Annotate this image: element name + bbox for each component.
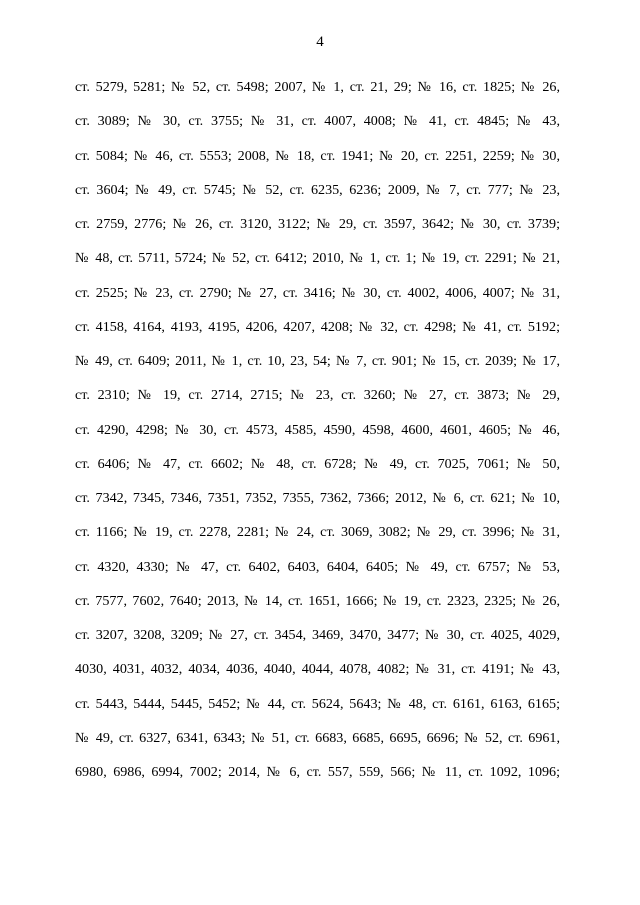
text-line: № 49, ст. 6327, 6341, 6343; № 51, ст. 6683, 6685, 6695, 6696; № 52, ст. 6961, <box>75 729 560 746</box>
text-line: ст. 2525; № 23, ст. 2790; № 27, ст. 3416; № 30, ст. 4002, 4006, 4007; № 31, <box>75 284 560 301</box>
text-line: 6980, 6986, 6994, 7002; 2014, № 6, ст. 557, 559, 566; № 11, ст. 1092, 1096; <box>75 764 560 780</box>
text-line: ст. 3089; № 30, ст. 3755; № 31, ст. 4007, 4008; № 41, ст. 4845; № 43, <box>75 113 560 130</box>
text-line: ст. 3604; № 49, ст. 5745; № 52, ст. 6235, 6236; 2009, № 7, ст. 777; № 23, <box>75 181 560 198</box>
text-line: ст. 7342, 7345, 7346, 7351, 7352, 7355, 7362, 7366; 2012, № 6, ст. 621; № 10, <box>75 490 560 506</box>
page-number: 4 <box>316 34 324 50</box>
text-line: ст. 4290, 4298; № 30, ст. 4573, 4585, 4590, 4598, 4600, 4601, 4605; № 46, <box>75 421 560 438</box>
text-line: ст. 5279, 5281; № 52, ст. 5498; 2007, № 1, ст. 21, 29; № 16, ст. 1825; № 26, <box>75 79 560 95</box>
text-line: ст. 7577, 7602, 7640; 2013, № 14, ст. 1651, 1666; № 19, ст. 2323, 2325; № 26, <box>75 592 560 609</box>
legal-citation-text <box>75 70 560 789</box>
text-line: ст. 4320, 4330; № 47, ст. 6402, 6403, 6404, 6405; № 49, ст. 6757; № 53, <box>75 558 560 575</box>
text-line: № 49, ст. 6409; 2011, № 1, ст. 10, 23, 54; № 7, ст. 901; № 15, ст. 2039; № 17, <box>75 353 560 369</box>
text-line: ст. 1166; № 19, ст. 2278, 2281; № 24, ст. 3069, 3082; № 29, ст. 3996; № 31, <box>75 524 560 541</box>
text-line: ст. 5084; № 46, ст. 5553; 2008, № 18, ст. 1941; № 20, ст. 2251, 2259; № 30, <box>75 147 560 164</box>
text-line: ст. 6406; № 47, ст. 6602; № 48, ст. 6728; № 49, ст. 7025, 7061; № 50, <box>75 455 560 472</box>
text-line: ст. 4158, 4164, 4193, 4195, 4206, 4207, 4208; № 32, ст. 4298; № 41, ст. 5192; <box>75 318 560 335</box>
text-line: ст. 2759, 2776; № 26, ст. 3120, 3122; № 29, ст. 3597, 3642; № 30, ст. 3739; <box>75 216 560 232</box>
text-line: № 48, ст. 5711, 5724; № 52, ст. 6412; 2010, № 1, ст. 1; № 19, ст. 2291; № 21, <box>75 250 560 267</box>
text-line: ст. 5443, 5444, 5445, 5452; № 44, ст. 5624, 5643; № 48, ст. 6161, 6163, 6165; <box>75 695 560 712</box>
text-line: ст. 3207, 3208, 3209; № 27, ст. 3454, 3469, 3470, 3477; № 30, ст. 4025, 4029, <box>75 627 560 643</box>
text-line: 4030, 4031, 4032, 4034, 4036, 4040, 4044, 4078, 4082; № 31, ст. 4191; № 43, <box>75 661 560 678</box>
text-line: ст. 2310; № 19, ст. 2714, 2715; № 23, ст. 3260; № 27, ст. 3873; № 29, <box>75 387 560 404</box>
